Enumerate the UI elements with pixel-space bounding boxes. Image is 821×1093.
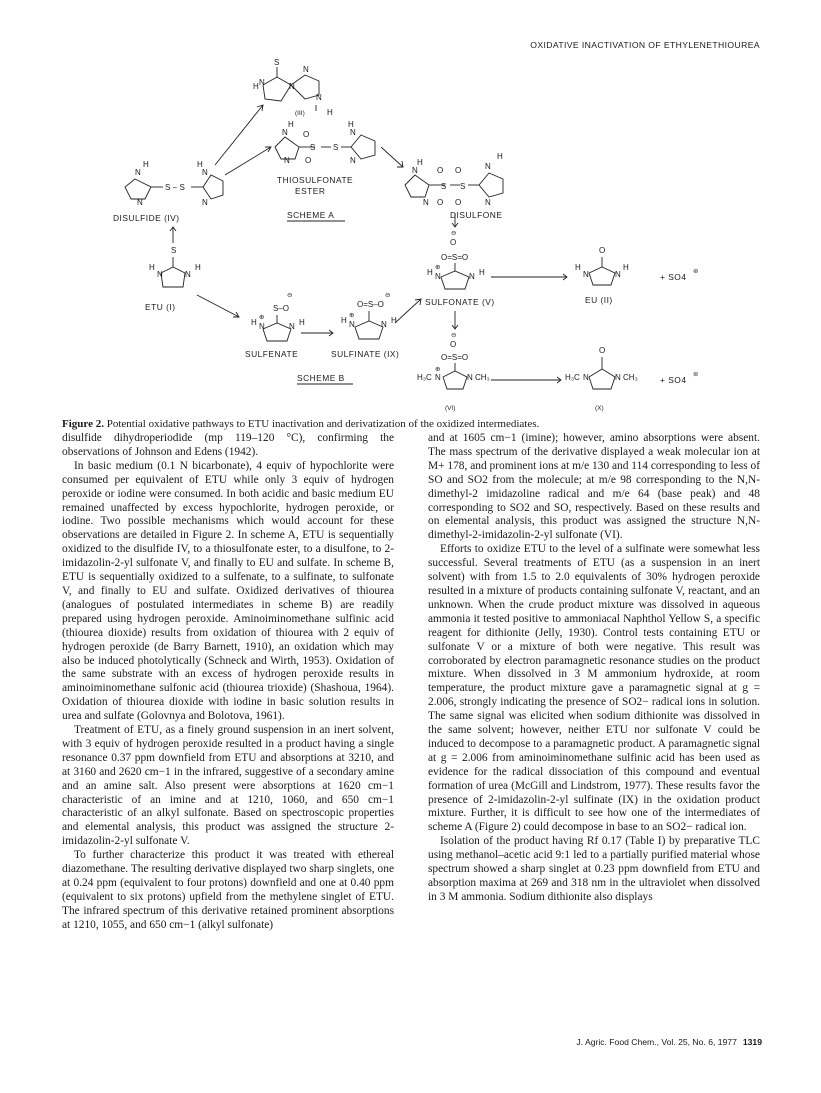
reaction-scheme-svg — [105, 55, 765, 415]
svg-text:N: N — [282, 128, 288, 137]
svg-text:H: H — [197, 160, 203, 169]
structure-eu — [575, 246, 698, 305]
svg-text:H: H — [299, 318, 305, 327]
structure-disulfone — [405, 152, 503, 220]
left-column — [62, 432, 394, 933]
svg-text:O=S–O: O=S–O — [357, 300, 384, 309]
svg-text:H: H — [479, 268, 485, 277]
left-paragraph-1: disulfide dihydroperiodide (mp 119–120 °C), confirming the observations of Johnson and Edens (1942). — [62, 432, 394, 458]
svg-text:O: O — [305, 156, 312, 165]
svg-text:⊜: ⊜ — [693, 371, 699, 378]
svg-text:N: N — [202, 198, 208, 207]
svg-text:O=S=O: O=S=O — [441, 253, 469, 262]
svg-text:N: N — [412, 166, 418, 175]
svg-text:N: N — [615, 270, 621, 279]
right-paragraph-1: and at 1605 cm−1 (imine); however, amino absorptions were absent. The mass spectrum of the derivative displayed a weak molecular ion at M+ 178, and prominent ions at m/e 130 and 114 corresponding to less of SO and SO2 from the molecule; at m/e 98 corresponding to the N,N-dimethyl-2 imidazoline radical and m/e 64 (base peak) and 48 corresponding to SO2 and SO, respectively. Based on these results and on elemental analysis, this product was assigned the structure N,N-dimethyl-2-imidazolin-2-yl sulfonate (VI). — [428, 432, 760, 542]
label-eu: EU (II) — [585, 295, 613, 305]
svg-text:O: O — [450, 238, 457, 247]
label-vi: (VI) — [445, 405, 456, 412]
figure-caption-text: Potential oxidative pathways to ETU inactivation and derivatization of the oxidized intermediates. — [106, 418, 540, 430]
svg-text:⊕: ⊕ — [259, 314, 265, 321]
svg-text:N: N — [289, 322, 295, 331]
right-column — [428, 432, 760, 905]
svg-text:CH₃: CH₃ — [475, 373, 490, 382]
svg-text:H₃C: H₃C — [565, 373, 580, 382]
svg-text:N: N — [185, 270, 191, 279]
svg-text:O: O — [450, 340, 457, 349]
svg-text:S: S — [441, 182, 447, 191]
reaction-scheme-figure — [105, 55, 765, 415]
svg-text:N: N — [583, 270, 589, 279]
page-number: 1319 — [742, 1037, 762, 1047]
svg-text:O: O — [303, 130, 310, 139]
svg-text:H: H — [417, 158, 423, 167]
svg-text:S: S — [310, 143, 316, 152]
svg-text:N: N — [316, 93, 322, 102]
svg-text:O: O — [437, 198, 444, 207]
svg-text:⊕: ⊕ — [349, 312, 355, 319]
svg-text:S − S: S − S — [165, 183, 185, 192]
label-thiosulfonate-1: THIOSULFONATE — [277, 175, 354, 185]
svg-text:N: N — [284, 156, 290, 165]
svg-text:N: N — [615, 373, 621, 382]
label-x: (X) — [595, 405, 604, 412]
svg-text:N: N — [137, 198, 143, 207]
svg-text:CH₃: CH₃ — [623, 373, 638, 382]
svg-text:N: N — [157, 270, 163, 279]
reaction-arrows — [170, 105, 567, 383]
svg-text:H: H — [497, 152, 503, 161]
svg-text:H: H — [623, 263, 629, 272]
structure-x — [565, 346, 698, 412]
svg-text:H₃C: H₃C — [417, 373, 432, 382]
svg-text:H: H — [391, 316, 397, 325]
svg-text:S: S — [274, 58, 280, 67]
svg-text:S–O: S–O — [273, 304, 290, 313]
label-thiosulfonate-2: ESTER — [295, 186, 326, 196]
label-sulfinate: SULFINATE (IX) — [331, 349, 400, 359]
figure-caption — [62, 418, 762, 431]
left-paragraph-3: Treatment of ETU, as a finely ground suspension in an inert solvent, with 3 equiv of hydrogen peroxide resulted in a product having a single resonance 0.37 ppm downfield from ETU and absorptions at 3210, and at 3160 and 2620 cm−1 in the infrared, suggestive of a secondary amine and an amine salt. Also present were absorptions at 1620 cm−1 characteristic of an imine and at 1210, 1060, and 650 cm−1 characteristic of an alkyl sulfonate. Based on spectroscopic properties and elemental analysis, this product was assigned the structure 2-imidazolin-2-yl sulfonate V. — [62, 724, 394, 848]
label-disulfone: DISULFONE — [450, 210, 503, 220]
svg-text:⊕: ⊕ — [435, 366, 441, 373]
svg-text:N: N — [135, 168, 141, 177]
svg-text:O: O — [455, 166, 462, 175]
label-scheme-b: SCHEME B — [297, 373, 345, 383]
journal-citation: J. Agric. Food Chem., Vol. 25, No. 6, 1977 — [576, 1037, 737, 1047]
structure-sulfinate — [297, 292, 399, 384]
svg-text:N: N — [485, 162, 491, 171]
svg-text:⊖: ⊖ — [287, 292, 293, 299]
svg-text:H: H — [348, 120, 354, 129]
svg-text:N: N — [349, 320, 355, 329]
structure-sulfonate-v — [425, 230, 495, 307]
page-footer — [470, 1037, 762, 1047]
svg-text:N: N — [289, 82, 295, 91]
svg-text:S: S — [333, 143, 339, 152]
svg-text:N: N — [259, 78, 265, 87]
svg-text:N: N — [381, 320, 387, 329]
structure-vi — [417, 332, 490, 412]
structure-etu — [145, 246, 201, 312]
svg-text:H: H — [253, 82, 259, 91]
svg-text:⊖: ⊖ — [451, 332, 457, 339]
structure-thiosulfonate-ester — [275, 120, 375, 221]
left-paragraph-2: In basic medium (0.1 N bicarbonate), 4 equiv of hypochlorite were consumed per equivalent of ETU while only 3 equiv of hydrogen peroxide or iodine were consumed. In both acidic and basic medium EU remained unaffected by excess hypochlorite, hydrogen peroxide, or iodine. Two possible mechanisms which would account for these observations are detailed in Figure 2. In scheme A, ETU is sequentially oxidized to the disulfide IV, to a thiosulfonate ester, to a disulfone, to 2-imidazolin-2-yl sulfonate V, and finally to EU and sulfate. In scheme B, ETU is sequentially oxidized to a sulfenate, to a sulfinate, to sulfonate V, and finally to EU and sulfate. Oxidized derivatives of thiourea (analogues of postulated intermediates in scheme B) are readily prepared using hydrogen peroxide. Aminoiminomethane sulfinic acid (thiourea dioxide) results from oxidation of thiourea with 2 equiv of hydrogen peroxide (de Barry Barnett, 1910), an oxidation which may also be induced photolytically (Schneck and Wirth, 1953). Oxidation of the same substrate with an excess of hydrogen peroxide results in aminoiminomethane sulfonic acid (thiourea trioxide) (Shashoua, 1964). Oxidation of thiourea dioxide with iodine in basic solution results in urea and sulfate (Golovnya and Bolotova, 1961). — [62, 459, 394, 723]
svg-text:H: H — [251, 318, 257, 327]
svg-text:O=S=O: O=S=O — [441, 353, 469, 362]
svg-text:N: N — [467, 373, 473, 382]
label-iii: (III) — [295, 110, 305, 117]
svg-text:N: N — [423, 198, 429, 207]
structure-disulfide-iv — [113, 160, 223, 223]
structure-sulfenate — [245, 292, 305, 359]
svg-text:H: H — [575, 263, 581, 272]
running-head: OXIDATIVE INACTIVATION OF ETHYLENETHIOUREA — [530, 40, 760, 50]
svg-text:N: N — [485, 198, 491, 207]
label-sulfenate: SULFENATE — [245, 349, 299, 359]
left-paragraph-4: To further characterize this product it was treated with ethereal diazomethane. The resulting derivative displayed two sharp singlets, one at 0.24 ppm (equivalent to four protons) downfield and one at 0.40 ppm (equivalent to six protons) upfield from the methylene singlet of ETU. The infrared spectrum of this derivative retained prominent absorptions at 1210, 1055, and 650 cm−1 (alkyl sulfonate) — [62, 849, 394, 931]
svg-text:N: N — [469, 272, 475, 281]
svg-text:H: H — [427, 268, 433, 277]
label-scheme-a: SCHEME A — [287, 210, 335, 220]
svg-text:O: O — [599, 346, 606, 355]
svg-text:H: H — [195, 263, 201, 272]
right-paragraph-3: Isolation of the product having Rf 0.17 (Table I) by preparative TLC using methanol–acetic acid 9:1 led to a partially purified material whose spectrum showed a sharp singlet at 0.23 ppm downfield from ETU and absorption maxima at 269 and 318 nm in the ultraviolet when dissolved in 3 M ammonia. Sodium dithionite also displays — [428, 835, 760, 903]
svg-text:⊖: ⊖ — [385, 292, 391, 299]
label-so4-2: + SO4 — [660, 375, 687, 385]
svg-text:⊖: ⊖ — [451, 230, 457, 237]
svg-text:N: N — [350, 128, 356, 137]
svg-text:N: N — [303, 65, 309, 74]
svg-text:N: N — [435, 272, 441, 281]
svg-text:H: H — [341, 316, 347, 325]
svg-text:H: H — [143, 160, 149, 169]
svg-text:O: O — [599, 246, 606, 255]
svg-text:N: N — [259, 322, 265, 331]
svg-text:O: O — [437, 166, 444, 175]
label-etu: ETU (I) — [145, 302, 176, 312]
svg-text:N: N — [435, 373, 441, 382]
svg-text:N: N — [583, 373, 589, 382]
right-paragraph-2: Efforts to oxidize ETU to the level of a sulfinate were somewhat less successful. Several treatments of ETU (as a suspension in an inert solvent) with from 1.5 to 2.0 equivalents of 30% hydrogen peroxide resulted in a mixture of products containing sulfonate V, reactant, and an unknown. When the crude product mixture was dissolved in aqueous ammonia it tested positive to ammoniacal Naphthol Yellow S, a specific reagent for dithionite (Jelly, 1930). Control tests containing ETU or sulfonate V or a mixture of both were negative. This result was corroborated by electron paramagnetic resonance studies on the product mixture. When dissolved in 3 M ammonium hydroxide, at room temperature, the product mixture gave a paramagnetic signal at g = 2.006, strongly indicating the presence of SO2− radical ions in solution. The same signal was elicited when sodium dithionite was dissolved in the same solvent; however, neither ETU nor sulfonate V could be induced to decompose to a paramagnetic product. A paramagnetic signal at g = 2.006 from aminoiminomethane sulfinic acid has been used as evidence for the radical dissociation of this compound and eventual formation of urea (McGill and Lindstrom, 1977). These results favor the presence of 2-imidazolin-2-yl sulfinate (IX) in the oxidation product mixture. Further, it is difficult to see how one of the intermediates of scheme A (Figure 2) could decompose in base to an SO2− radical ion. — [428, 543, 760, 834]
svg-text:H: H — [327, 108, 333, 117]
label-disulfide: DISULFIDE (IV) — [113, 213, 180, 223]
svg-text:⊜: ⊜ — [693, 268, 699, 275]
svg-text:S: S — [171, 246, 177, 255]
svg-text:N: N — [202, 168, 208, 177]
label-sulfonate-v: SULFONATE (V) — [425, 297, 495, 307]
svg-text:H: H — [149, 263, 155, 272]
figure-caption-label: Figure 2. — [62, 418, 104, 430]
svg-text:H: H — [288, 120, 294, 129]
label-so4: + SO4 — [660, 272, 687, 282]
svg-text:S: S — [460, 182, 466, 191]
svg-text:N: N — [350, 156, 356, 165]
svg-text:O: O — [455, 198, 462, 207]
structure-iii — [253, 58, 333, 117]
svg-text:⊕: ⊕ — [435, 264, 441, 271]
